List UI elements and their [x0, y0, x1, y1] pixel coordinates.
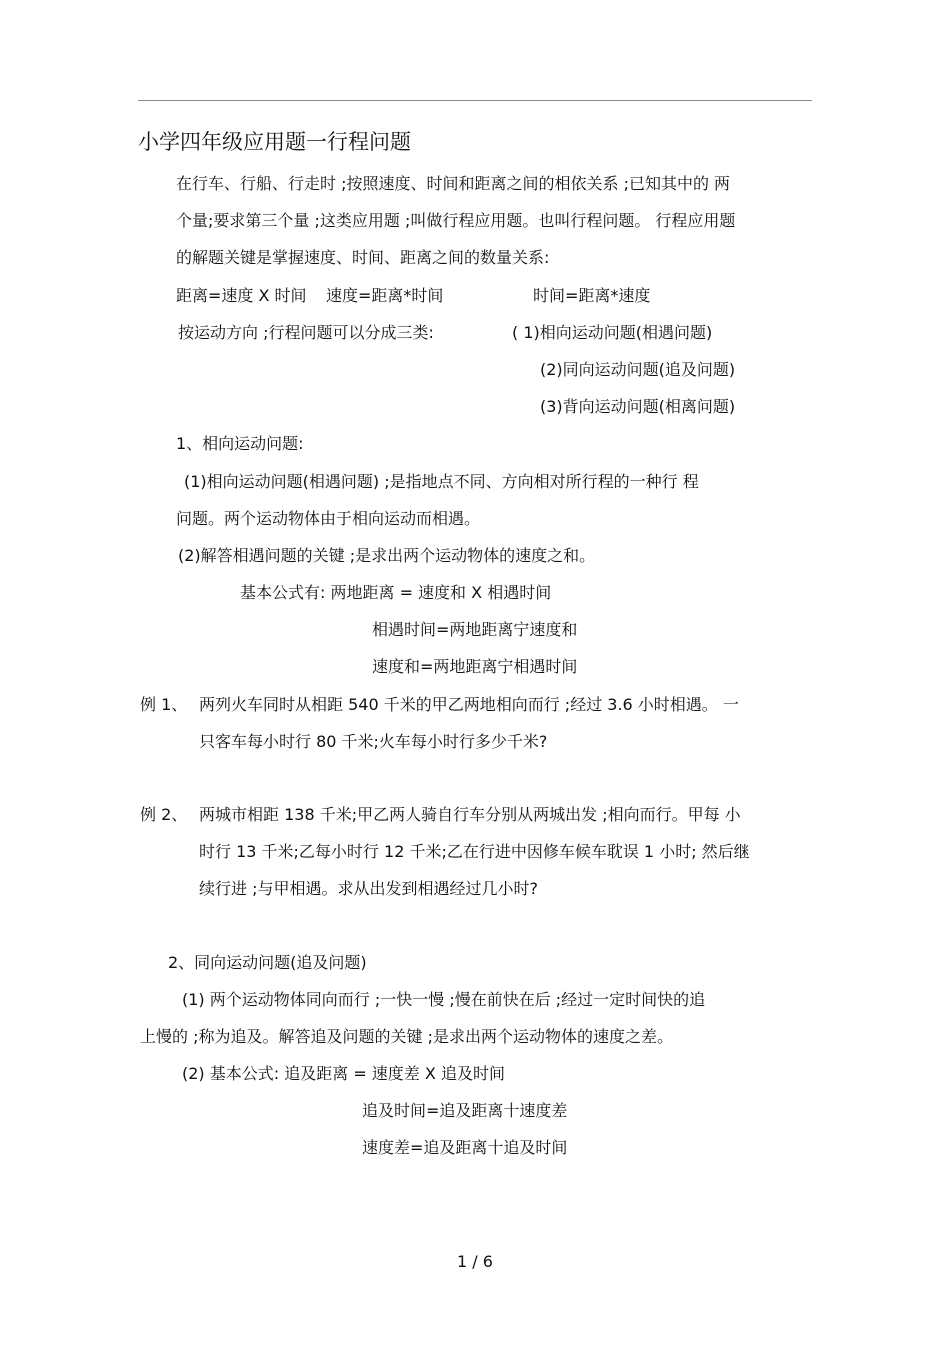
intro-line-3: 的解题关键是掌握速度、时间、距离之间的数量关系:	[176, 248, 550, 267]
section2-formula-1: (2) 基本公式: 追及距离 = 速度差 X 追及时间	[182, 1064, 505, 1083]
formula-distance: 距离=速度 X 时间	[176, 286, 307, 305]
formula-time: 时间=距离*速度	[533, 286, 651, 305]
example2-line2: 时行 13 千米;乙每小时行 12 千米;乙在行进中因修车候车耽误 1 小时; 然后继	[199, 842, 750, 861]
section1-p1-line2: 问题。两个运动物体由于相向运动而相遇。	[176, 509, 481, 528]
page-title: 小学四年级应用题一行程问题	[138, 130, 411, 154]
section1-p2: (2)解答相遇问题的关键 ;是求出两个运动物体的速度之和。	[178, 546, 596, 565]
section2-formula-2: 追及时间=追及距离十速度差	[362, 1101, 568, 1120]
section1-formula-1: 基本公式有: 两地距离 = 速度和 X 相遇时间	[240, 583, 552, 602]
example1-line2: 只客车每小时行 80 千米;火车每小时行多少千米?	[199, 732, 548, 751]
example2-label: 例 2、	[140, 805, 188, 824]
section1-formula-2: 相遇时间=两地距离宁速度和	[372, 620, 578, 639]
category-item-3: (3)背向运动问题(相离问题)	[540, 397, 736, 416]
section1-heading: 1、相向运动问题:	[176, 434, 304, 453]
intro-line-1: 在行车、行船、行走时 ;按照速度、时间和距离之间的相依关系 ;已知其中的 两	[176, 174, 731, 193]
header-rule	[138, 100, 812, 101]
example1-line1: 两列火车同时从相距 540 千米的甲乙两地相向而行 ;经过 3.6 小时相遇。 一	[199, 695, 739, 714]
category-item-1: ( 1)相向运动问题(相遇问题)	[512, 323, 713, 342]
example2-line1: 两城市相距 138 千米;甲乙两人骑自行车分别从两城出发 ;相向而行。甲每 小	[199, 805, 741, 824]
section2-p1-line2: 上慢的 ;称为追及。解答追及问题的关键 ;是求出两个运动物体的速度之差。	[140, 1027, 673, 1046]
page-number: 1 / 6	[457, 1252, 493, 1271]
section1-formula-3: 速度和=两地距离宁相遇时间	[372, 657, 578, 676]
section2-heading: 2、同向运动问题(追及问题)	[168, 953, 367, 972]
section2-p1-line1: (1) 两个运动物体同向而行 ;一快一慢 ;慢在前快在后 ;经过一定时间快的追	[182, 990, 706, 1009]
intro-line-2: 个量;要求第三个量 ;这类应用题 ;叫做行程应用题。也叫行程问题。 行程应用题	[176, 211, 736, 230]
categories-lead: 按运动方向 ;行程问题可以分成三类:	[178, 323, 434, 342]
example1-label: 例 1、	[140, 695, 188, 714]
section1-p1-line1: (1)相向运动问题(相遇问题) ;是指地点不同、方向相对所行程的一种行 程	[184, 472, 699, 491]
formula-speed: 速度=距离*时间	[326, 286, 444, 305]
category-item-2: (2)同向运动问题(追及问题)	[540, 360, 736, 379]
example2-line3: 续行进 ;与甲相遇。求从出发到相遇经过几小时?	[199, 879, 538, 898]
section2-formula-3: 速度差=追及距离十追及时间	[362, 1138, 568, 1157]
